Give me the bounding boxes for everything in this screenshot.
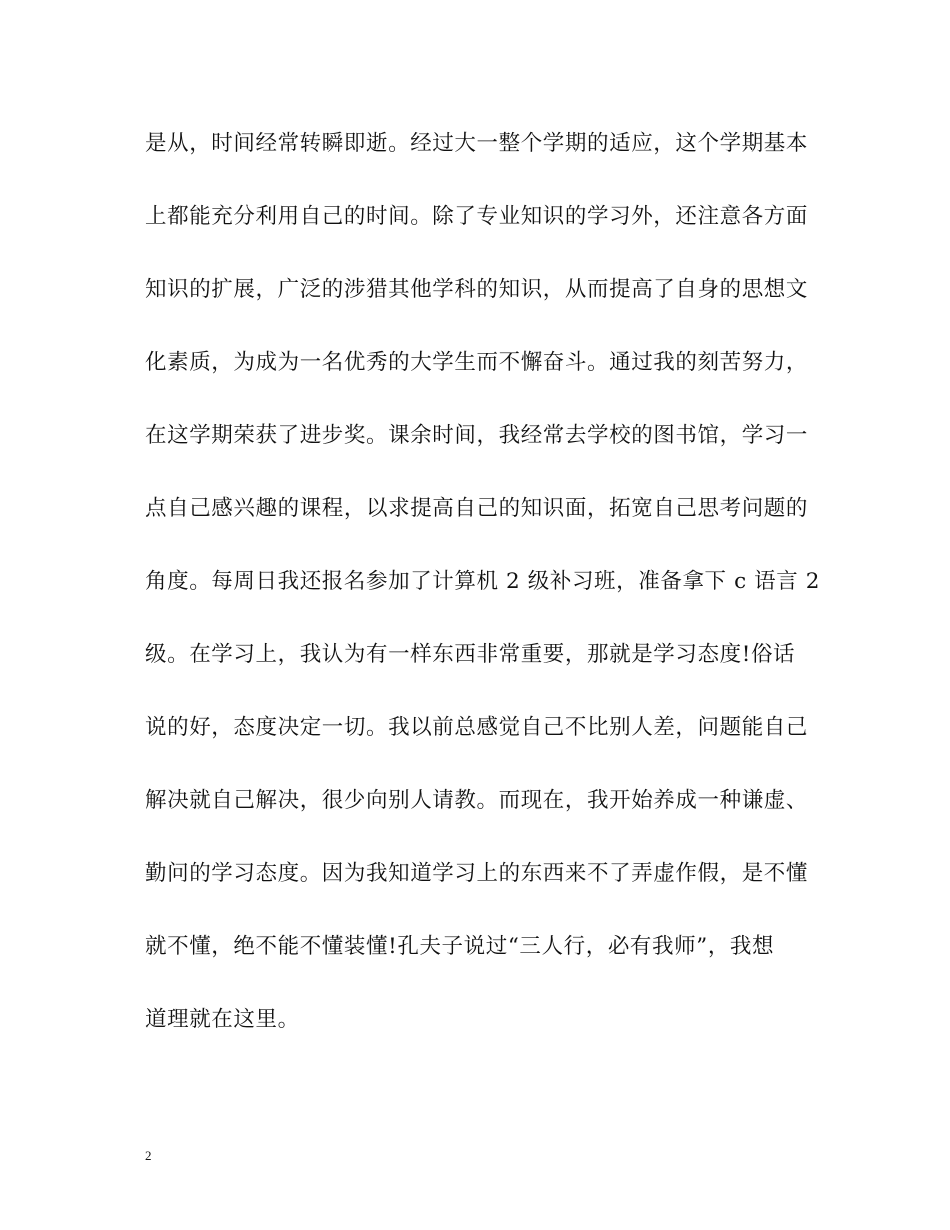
text-line: 是从，时间经常转瞬即逝。经过大一整个学期的适应，这个学期基本: [145, 131, 809, 156]
text-line: 说的好，态度决定一切。我以前总感觉自己不比别人差，问题能自己: [145, 715, 809, 740]
text-line: 点自己感兴趣的课程，以求提高自己的知识面，拓宽自己思考问题的: [145, 496, 809, 521]
text-line: 道理就在这里。: [145, 1007, 300, 1032]
text-line: 化素质，为成为一名优秀的大学生而不懈奋斗。通过我的刻苦努力，: [145, 350, 809, 375]
text-line: 角度。每周日我还报名参加了计算机 2 级补习班，准备拿下 c 语言 2: [145, 569, 821, 594]
text-line: 上都能充分利用自己的时间。除了专业知识的学习外，还注意各方面: [145, 204, 809, 229]
text-line: 就不懂，绝不能不懂装懂!孔夫子说过“三人行，必有我师”，我想: [145, 934, 775, 959]
body-text: [145, 121, 821, 1070]
text-line: 级。在学习上，我认为有一样东西非常重要，那就是学习态度!俗话: [145, 642, 796, 667]
page-number: 2: [145, 1148, 152, 1163]
text-line: 解决就自己解决，很少向别人请教。而现在，我开始养成一种谦虚、: [145, 788, 809, 813]
text-line: 知识的扩展，广泛的涉猎其他学科的知识，从而提高了自身的思想文: [145, 277, 809, 302]
text-line: 在这学期荣获了进步奖。课余时间，我经常去学校的图书馆，学习一: [145, 423, 809, 448]
text-line: 勤问的学习态度。因为我知道学习上的东西来不了弄虚作假，是不懂: [145, 861, 809, 886]
